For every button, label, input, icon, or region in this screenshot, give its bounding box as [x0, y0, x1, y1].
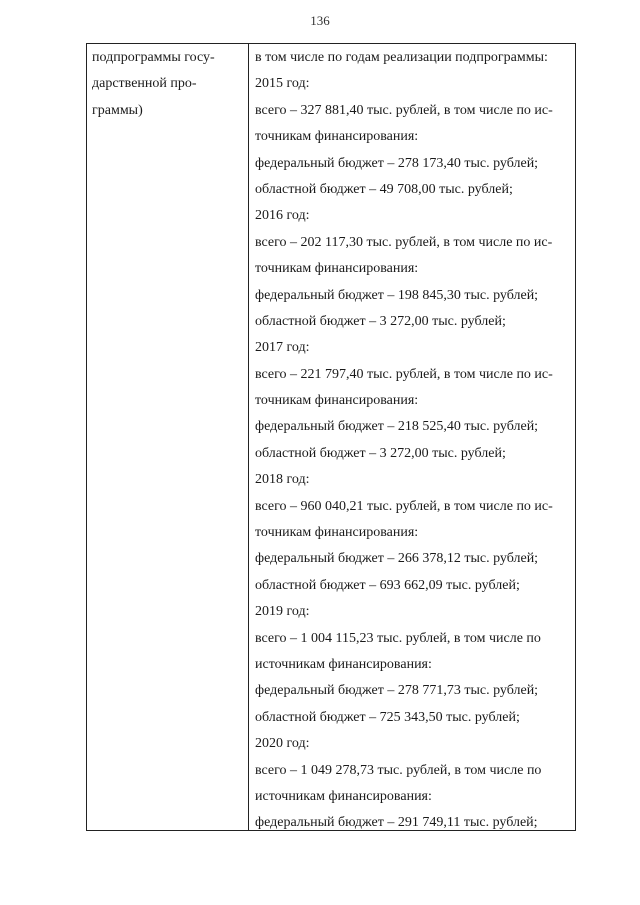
year-heading: 2019 год: [255, 604, 310, 620]
right-line: областной бюджет – 49 708,00 тыс. рублей; [255, 181, 513, 197]
right-line: областной бюджет – 725 343,50 тыс. рублей; [255, 709, 520, 725]
right-line: федеральный бюджет – 266 378,12 тыс. рублей; [255, 551, 539, 567]
funding-table [86, 43, 576, 831]
left-line: граммы) [92, 102, 143, 118]
right-cell [255, 45, 573, 837]
right-line: всего – 327 881,40 тыс. рублей, в том числе по ис- [255, 102, 553, 118]
right-line: точникам финансирования: [255, 393, 419, 409]
right-line: всего – 221 797,40 тыс. рублей, в том числе по ис- [255, 366, 553, 382]
right-line: федеральный бюджет – 278 771,73 тыс. рублей; [255, 683, 539, 699]
right-line: точникам финансирования: [255, 525, 419, 541]
right-line: федеральный бюджет – 218 525,40 тыс. рублей; [255, 419, 539, 435]
right-line: всего – 1 049 278,73 тыс. рублей, в том числе по [255, 762, 542, 778]
year-heading: 2015 год: [255, 76, 310, 92]
right-line: всего – 1 004 115,23 тыс. рублей, в том числе по [255, 630, 541, 646]
right-line: областной бюджет – 3 272,00 тыс. рублей; [255, 445, 506, 461]
page-number: 136 [310, 13, 330, 28]
right-line: источникам финансирования: [255, 656, 432, 672]
right-line: всего – 202 117,30 тыс. рублей, в том числе по ис- [255, 234, 553, 250]
right-line: точникам финансирования: [255, 261, 419, 277]
right-line: федеральный бюджет – 278 173,40 тыс. рублей; [255, 155, 539, 171]
year-heading: 2020 год: [255, 736, 310, 752]
right-line: областной бюджет – 693 662,09 тыс. рублей; [255, 577, 520, 593]
left-line: подпрограммы госу- [92, 50, 215, 65]
right-line: федеральный бюджет – 198 845,30 тыс. рублей; [255, 287, 539, 303]
left-cell [92, 45, 244, 124]
year-heading: 2017 год: [255, 340, 310, 356]
right-line: точникам финансирования: [255, 129, 419, 145]
right-line: в том числе по годам реализации подпрограммы: [255, 50, 548, 65]
year-heading: 2018 год: [255, 472, 310, 488]
right-line: областной бюджет – 3 272,00 тыс. рублей; [255, 313, 506, 329]
right-line: федеральный бюджет – 291 749,11 тыс. рублей; [255, 815, 538, 831]
left-line: дарственной про- [92, 76, 197, 92]
right-line: источникам финансирования: [255, 788, 432, 804]
year-heading: 2016 год: [255, 208, 310, 224]
column-divider [248, 44, 249, 830]
right-line: всего – 960 040,21 тыс. рублей, в том числе по ис- [255, 498, 553, 514]
